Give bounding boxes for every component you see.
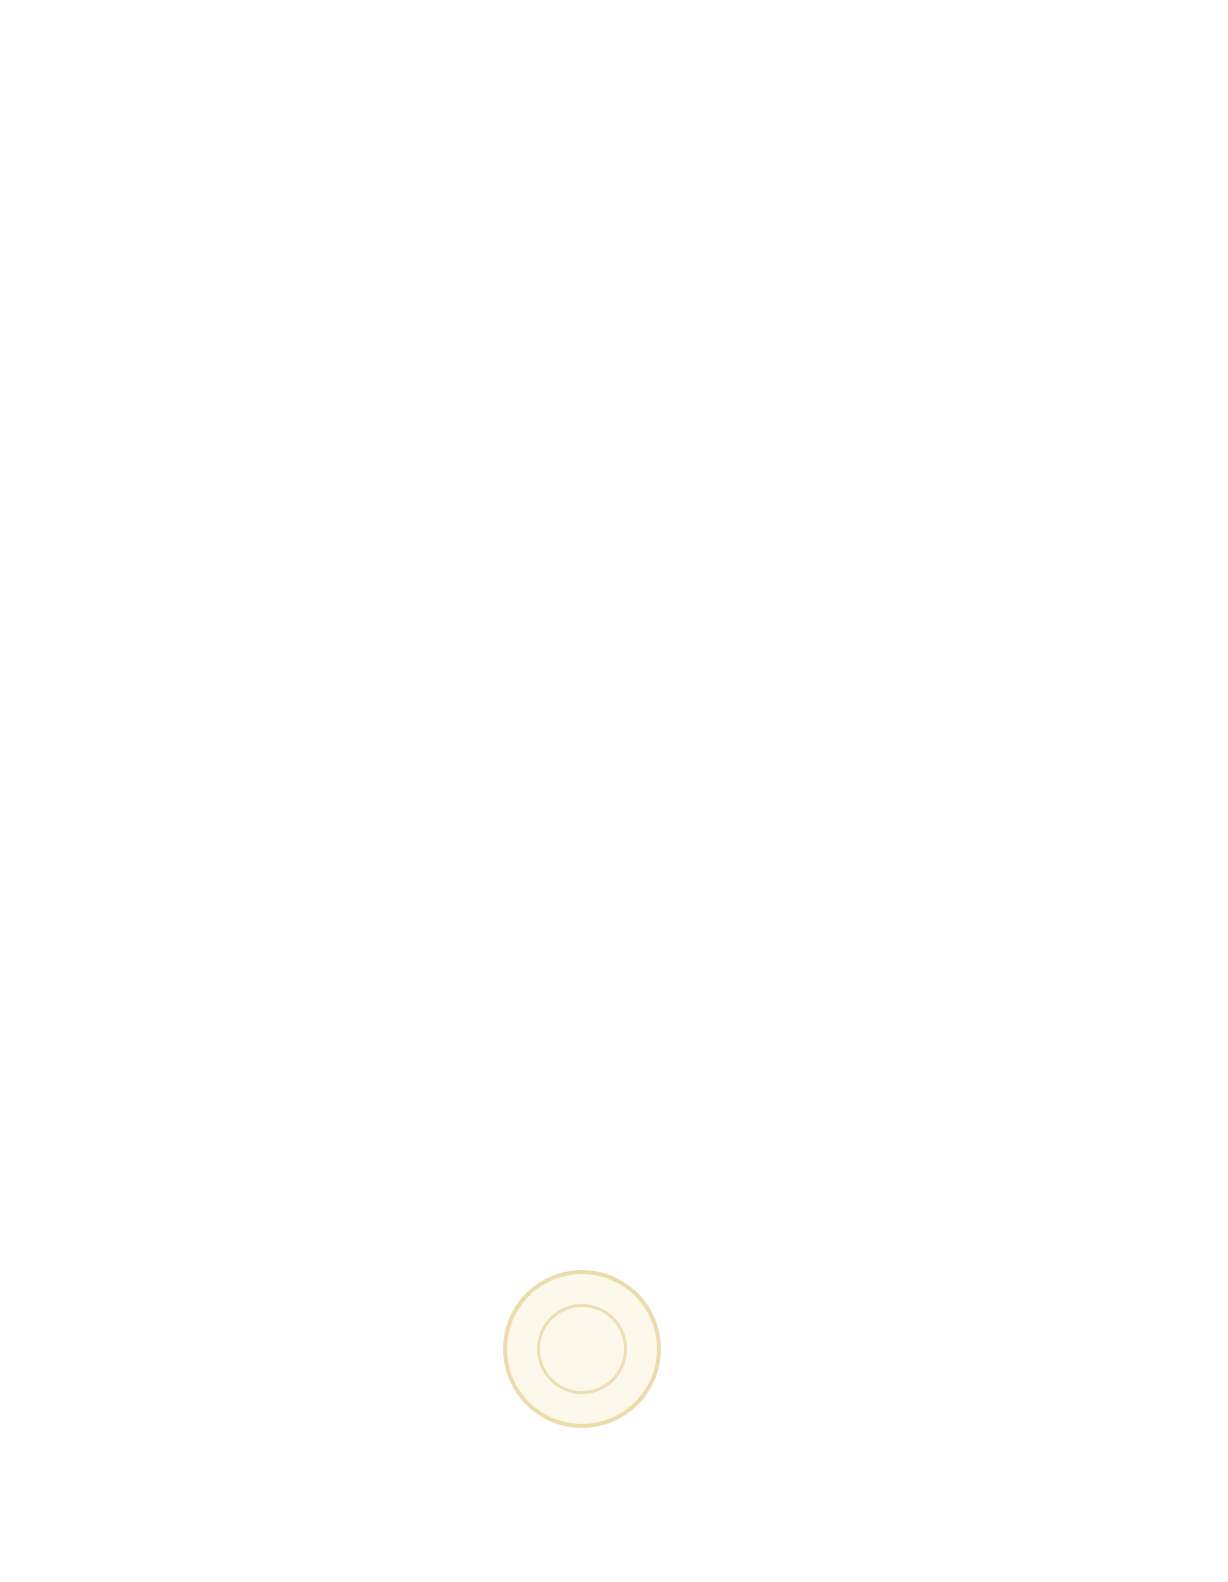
- watermark-seal-icon: [503, 1270, 661, 1428]
